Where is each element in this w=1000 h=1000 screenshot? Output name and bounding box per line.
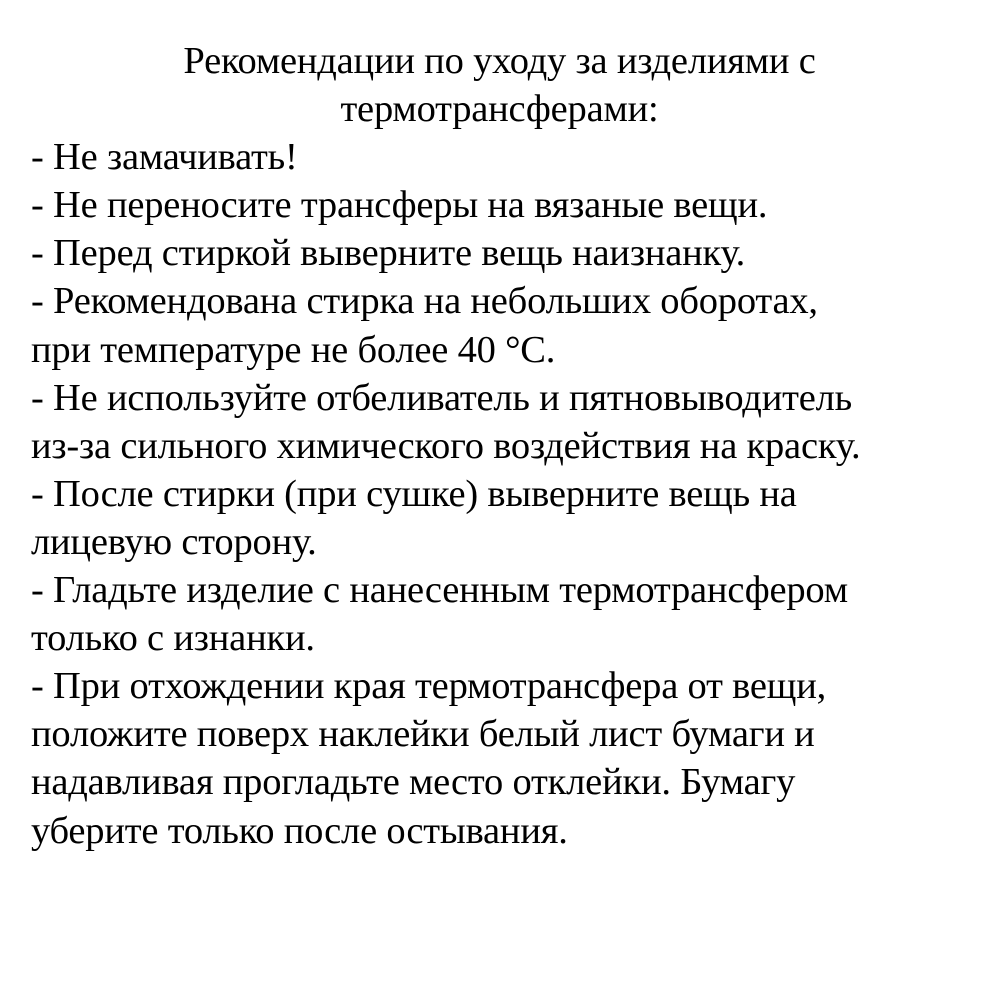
instruction-line: - Не используйте отбеливатель и пятновыводитель	[31, 376, 852, 419]
instruction-line: из-за сильного химического воздействия на краску.	[31, 424, 861, 467]
instruction-line: уберите только после остывания.	[31, 809, 568, 852]
care-instructions-document	[31, 37, 976, 855]
instruction-line: лицевую сторону.	[31, 520, 317, 563]
instruction-line: - Не переносите трансферы на вязаные вещи.	[31, 184, 768, 227]
instruction-line: - Рекомендована стирка на небольших оборотах,	[31, 280, 818, 323]
title-line-1: Рекомендации по уходу за изделиями с	[183, 40, 816, 82]
instruction-item-peeling-repair	[31, 662, 976, 854]
instruction-item-no-soaking	[31, 133, 976, 181]
instruction-item-no-bleach	[31, 374, 976, 470]
instruction-line: - Не замачивать!	[31, 136, 298, 179]
instruction-item-inside-out	[31, 229, 976, 277]
instruction-line: только с изнанки.	[31, 617, 315, 660]
instruction-line: надавливая прогладьте место отклейки. Бумагу	[31, 761, 796, 804]
title-line-2: термотрансферами:	[340, 88, 659, 131]
instruction-item-ironing	[31, 566, 976, 662]
instruction-line: - При отхождении края термотрансфера от вещи,	[31, 665, 827, 708]
document-title	[31, 37, 976, 133]
instruction-item-wash-temperature	[31, 277, 976, 373]
instruction-list	[31, 133, 976, 854]
instruction-line: - После стирки (при сушке) выверните вещь на	[31, 472, 797, 515]
instruction-line: положите поверх наклейки белый лист бумаги и	[31, 713, 815, 756]
instruction-line: - Гладьте изделие с нанесенным термотрансфером	[31, 569, 848, 612]
instruction-line: при температуре не более 40 °C.	[31, 328, 556, 371]
instruction-line: - Перед стиркой выверните вещь наизнанку.	[31, 232, 746, 275]
instruction-item-after-wash	[31, 470, 976, 566]
instruction-item-no-knitwear	[31, 181, 976, 229]
